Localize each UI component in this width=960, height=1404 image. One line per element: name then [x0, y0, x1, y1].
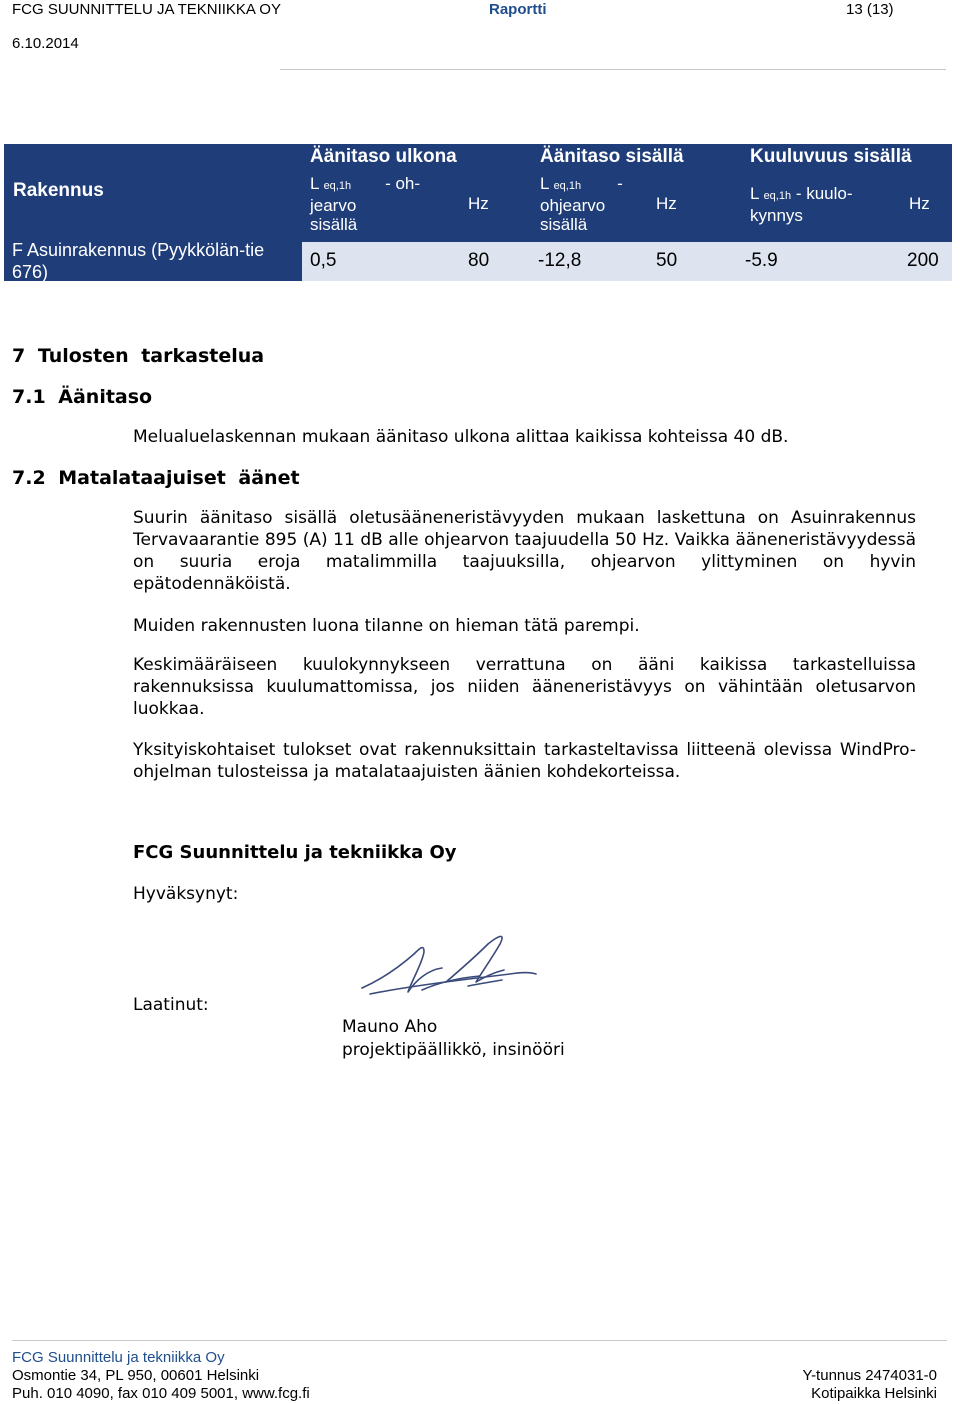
footer-divider — [12, 1340, 947, 1341]
footer-contact: Puh. 010 4090, fax 010 409 5001, www.fcg.fi — [12, 1385, 310, 1402]
table-building-name: F Asuinrakennus (Pyykkölän-tie 676) — [12, 240, 265, 282]
header-company: FCG SUUNNITTELU JA TEKNIIKKA OY — [12, 1, 281, 18]
section-7-2-heading: 7.2 Matalataajuiset äänet — [12, 467, 300, 489]
subheader-dash: - kuulo- — [795, 184, 853, 203]
subheader-dash: - oh- — [385, 174, 421, 193]
header-doc-type: Raportti — [489, 1, 547, 18]
subheader-line2: kynnys — [750, 206, 803, 225]
subheader-eq: eq,1h — [323, 180, 352, 192]
subheader-eq: eq,1h — [763, 190, 792, 202]
section-7-2-paragraph-2: Muiden rakennusten luona tilanne on hieman tätä parempi. — [133, 616, 640, 636]
header-date: 6.10.2014 — [12, 35, 79, 52]
subheader-l: L — [310, 174, 319, 193]
signature-company: FCG Suunnittelu ja tekniikka Oy — [133, 842, 457, 863]
footer-domicile: Kotipaikka Helsinki — [811, 1385, 937, 1402]
table-cell-audibility-level: -5.9 — [745, 250, 778, 271]
subheader-l: L — [750, 184, 759, 203]
header-page-number: 13 (13) — [846, 1, 894, 18]
subheader-hz-3: Hz — [909, 194, 930, 213]
subheader-hz-2: Hz — [656, 194, 677, 213]
subheader-l: L — [540, 174, 549, 193]
column-group-indoor: Äänitaso sisällä — [540, 146, 684, 167]
signature-role: projektipäällikkö, insinööri — [342, 1040, 565, 1060]
table-values-row — [302, 242, 952, 281]
column-header-building: Rakennus — [13, 180, 104, 201]
column-group-audibility: Kuuluvuus sisällä — [750, 146, 912, 167]
column-group-outdoor: Äänitaso ulkona — [310, 146, 457, 167]
subheader-hz-1: Hz — [468, 194, 489, 213]
subheader-eq: eq,1h — [553, 180, 582, 192]
footer-address: Osmontie 34, PL 950, 00601 Helsinki — [12, 1367, 260, 1384]
section-7-2-paragraph-4: Yksityiskohtaiset tulokset ovat rakennuksittain tarkasteltavissa liitteenä olevissa WindPro-ohjelman tulosteissa ja matalataajuisten äänien kohdekorteissa. — [133, 740, 916, 782]
signature-name: Mauno Aho — [342, 1017, 438, 1037]
table-cell-indoor-level: -12,8 — [538, 250, 582, 271]
handwritten-signature — [350, 930, 550, 1005]
subheader-line3: sisällä — [310, 215, 358, 234]
subheader-outdoor-limit — [310, 174, 420, 234]
subheader-hearing-threshold — [750, 184, 853, 225]
section-7-2-paragraph-1: Suurin äänitaso sisällä oletusääneneristävyyden mukaan laskettuna on Asuinrakennus Tervavaarantie 895 (A) 11 dB alle ohjearvon taajuudella 50 Hz. Vaikka ääneneristävyydessä on suuria eroja matalimmilla taajuuksilla, ohjearvon ylittyminen on hyvin epätodennäköistä. — [133, 508, 916, 594]
table-cell-indoor-hz: 50 — [656, 250, 678, 271]
signature-approved-label: Hyväksynyt: — [133, 884, 239, 904]
table-cell-audibility-hz: 200 — [907, 250, 939, 271]
section-7-heading: 7 Tulosten tarkastelua — [12, 345, 265, 367]
footer-company: FCG Suunnittelu ja tekniikka Oy — [12, 1349, 225, 1366]
subheader-line2: jearvo — [310, 196, 357, 215]
subheader-line2: ohjearvo — [540, 196, 606, 215]
header-divider — [280, 69, 946, 70]
table-cell-outdoor-level: 0,5 — [310, 250, 337, 271]
subheader-line3: sisällä — [540, 215, 588, 234]
signature-prepared-label: Laatinut: — [133, 995, 209, 1015]
subheader-indoor-limit — [540, 174, 623, 234]
section-7-1-heading: 7.1 Äänitaso — [12, 386, 153, 408]
subheader-dash: - — [617, 174, 623, 193]
section-7-1-text: Melualuelaskennan mukaan äänitaso ulkona alittaa kaikissa kohteissa 40 dB. — [133, 427, 789, 447]
section-7-2-paragraph-3: Keskimääräiseen kuulokynnykseen verrattuna on ääni kaikissa tarkastelluissa rakennuksissa kuulumattomissa, jos niiden ääneneristävyys on vähintään oletusarvon luokkaa. — [133, 655, 916, 719]
table-cell-outdoor-hz: 80 — [468, 250, 490, 271]
footer-business-id: Y-tunnus 2474031-0 — [802, 1367, 937, 1384]
